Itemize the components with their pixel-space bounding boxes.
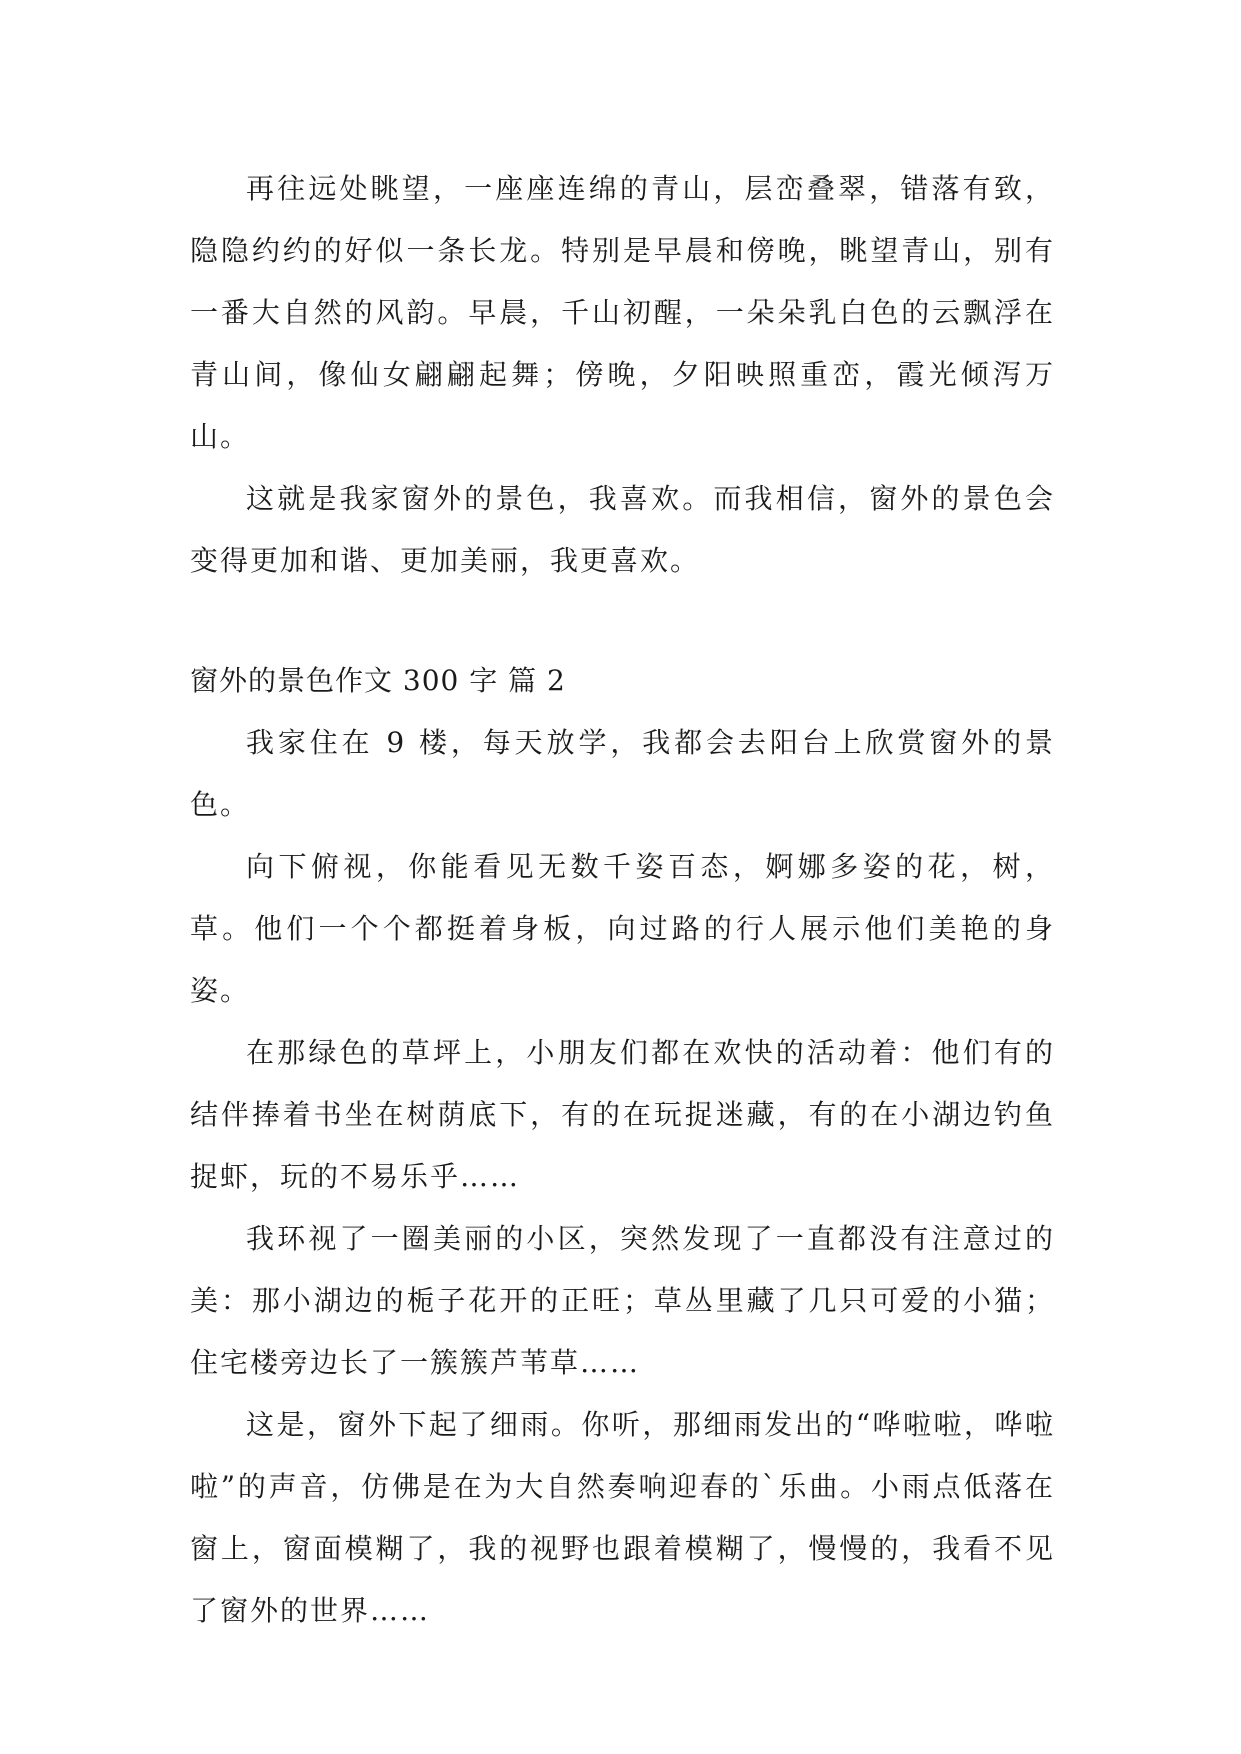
paragraph: 我环视了一圈美丽的小区，突然发现了一直都没有注意过的美：那小湖边的栀子花开的正旺；草丛里藏了几只可爱的小猫；住宅楼旁边长了一簇簇芦苇草……: [190, 1222, 1055, 1379]
section-title: 窗外的景色作文 300 字 篇 2: [190, 664, 566, 697]
paragraph: 这就是我家窗外的景色，我喜欢。而我相信，窗外的景色会变得更加和谐、更加美丽，我更喜欢。: [190, 482, 1055, 577]
document-body: [190, 158, 1055, 1642]
paragraph: 向下俯视，你能看见无数千姿百态，婀娜多姿的花，树，草。他们一个个都挺着身板，向过路的行人展示他们美艳的身姿。: [190, 850, 1055, 1007]
paragraph: 这是，窗外下起了细雨。你听，那细雨发出的“哗啦啦，哗啦啦”的声音，仿佛是在为大自然奏响迎春的`乐曲。小雨点低落在窗上，窗面模糊了，我的视野也跟着模糊了，慢慢的，我看不见了窗外的世界……: [190, 1408, 1055, 1627]
paragraph: 在那绿色的草坪上，小朋友们都在欢快的活动着：他们有的结伴捧着书坐在树荫底下，有的在玩捉迷藏，有的在小湖边钓鱼捉虾，玩的不易乐乎……: [190, 1036, 1055, 1193]
paragraph: 再往远处眺望，一座座连绵的青山，层峦叠翠，错落有致，隐隐约约的好似一条长龙。特别是早晨和傍晚，眺望青山，别有一番大自然的风韵。早晨，千山初醒，一朵朵乳白色的云飘浮在青山间，像仙女翩翩起舞；傍晚，夕阳映照重峦，霞光倾泻万山。: [190, 172, 1055, 453]
paragraph: 我家住在 9 楼，每天放学，我都会去阳台上欣赏窗外的景色。: [190, 726, 1055, 821]
